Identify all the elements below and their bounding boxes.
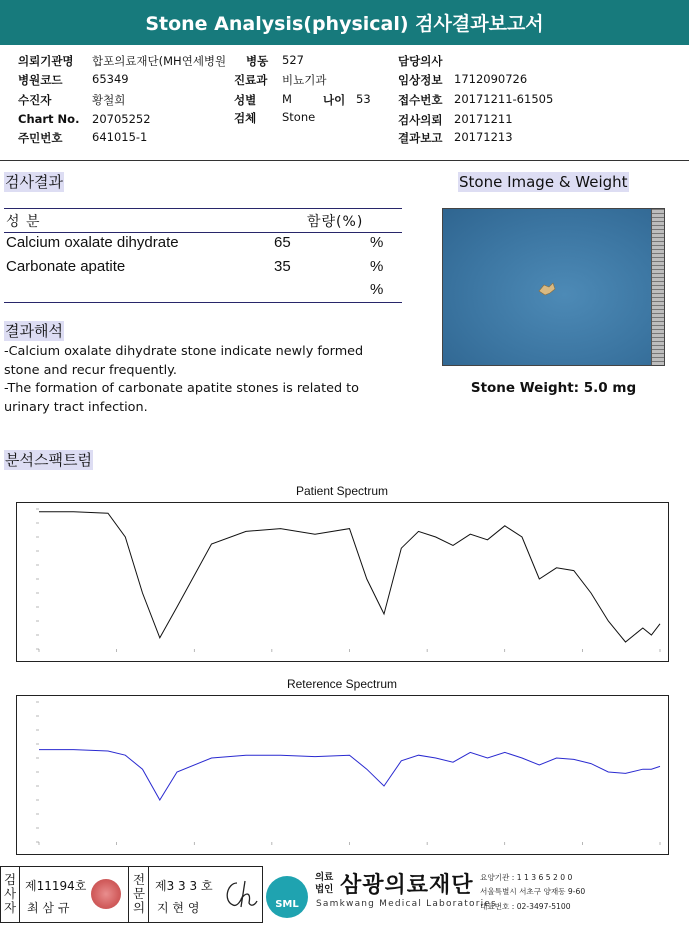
info-label: 진료과 xyxy=(234,73,268,87)
info-label: 병동 xyxy=(246,54,269,68)
interpretation-section-title: 결과해석 xyxy=(5,322,63,340)
reference-spectrum-plot xyxy=(17,696,668,854)
examiner-name: 최 삼 규 xyxy=(27,901,70,915)
reference-spectrum-line xyxy=(39,750,660,800)
column-header-content: 함량(%) xyxy=(307,214,364,230)
info-value: 황철희 xyxy=(92,93,126,107)
stone-weight: Stone Weight: 5.0 mg xyxy=(470,380,637,396)
component-unit: % xyxy=(370,258,384,275)
patient-spectrum-chart xyxy=(16,502,669,662)
info-value: 비뇨기과 xyxy=(282,73,327,87)
table-top-rule xyxy=(4,208,402,209)
info-label: 결과보고 xyxy=(398,131,443,145)
info-value: Stone xyxy=(282,110,316,124)
patient-spectrum-title: Patient Spectrum xyxy=(295,484,389,498)
info-label: 검사의뢰 xyxy=(398,113,443,127)
stone-fragment-image xyxy=(443,209,665,366)
info-value: 20705252 xyxy=(92,112,151,126)
column-header-component: 성 분 xyxy=(6,214,41,230)
table-bottom-rule xyxy=(4,302,402,303)
info-label: 접수번호 xyxy=(398,93,443,107)
component-name: Carbonate apatite xyxy=(6,258,126,275)
signature-icon xyxy=(219,877,259,913)
component-unit: % xyxy=(370,281,384,298)
spectrum-section-title: 분석스팩트럼 xyxy=(5,451,92,469)
reference-spectrum-title: Reterence Spectrum xyxy=(286,677,398,691)
phone: 대표번호 : 02-3497-5100 xyxy=(480,902,571,911)
info-value: 20171211 xyxy=(454,112,513,126)
results-section-title: 검사결과 xyxy=(5,173,63,191)
address: 서울특별시 서초구 양재동 9-60 xyxy=(480,887,586,896)
info-label: 임상정보 xyxy=(398,73,443,87)
age-label: 나이 xyxy=(323,93,346,107)
info-value: 1712090726 xyxy=(454,72,528,86)
specialist-license: 제3 3 3 호 xyxy=(155,879,213,893)
patient-spectrum-plot xyxy=(17,503,668,661)
patient-spectrum-line xyxy=(39,512,660,642)
info-label: 병원코드 xyxy=(18,73,63,87)
brand-name: 삼광의료재단 xyxy=(340,873,474,898)
header-divider xyxy=(0,160,689,161)
info-value: 20171213 xyxy=(454,130,513,144)
table-header-rule xyxy=(4,232,402,233)
component-unit: % xyxy=(370,234,384,251)
info-value: 20171211-61505 xyxy=(454,92,554,106)
brand-small-2: 법인 xyxy=(315,884,334,895)
component-value: 65 xyxy=(274,234,291,251)
brand-small-1: 의료 xyxy=(315,872,334,883)
info-label: 성별 xyxy=(234,93,257,107)
stone-section-title: Stone Image & Weight xyxy=(459,173,628,191)
info-value: 65349 xyxy=(92,72,129,86)
info-value: 641015-1 xyxy=(92,130,148,144)
report-title: Stone Analysis(physical) 검사결과보고서 xyxy=(0,0,689,45)
sml-logo-icon: SML xyxy=(266,876,308,918)
seal-stamp-icon xyxy=(91,879,121,909)
signature-box xyxy=(0,866,263,923)
stone-photo xyxy=(442,208,665,366)
interpretation-line: -The formation of carbonate apatite stones is related to urinary tract infection. xyxy=(4,381,360,415)
component-name: Calcium oxalate dihydrate xyxy=(6,234,179,251)
brand-english: Samkwang Medical Laboratories xyxy=(316,899,497,909)
reference-spectrum-chart xyxy=(16,695,669,855)
component-value: 35 xyxy=(274,258,291,275)
info-label: 담당의사 xyxy=(398,54,443,68)
examiner-label: 검사자 xyxy=(3,872,17,915)
info-value: M xyxy=(282,92,292,106)
info-label: 검체 xyxy=(234,111,257,125)
info-value: 합포의료재단(MH연세병원 xyxy=(92,54,227,68)
info-label: 수진자 xyxy=(18,93,52,107)
info-label: Chart No. xyxy=(18,112,80,126)
info-label: 의뢰기관명 xyxy=(18,54,74,68)
interpretation-line: -Calcium oxalate dihydrate stone indicate newly formed stone and recur frequently. xyxy=(4,344,364,378)
age-value: 53 xyxy=(356,92,371,106)
specialist-label: 전문의 xyxy=(132,872,146,915)
specialist-name: 지 현 영 xyxy=(157,901,200,915)
info-value: 527 xyxy=(282,53,304,67)
institution-code: 요양기관 : 1 1 3 6 5 2 0 0 xyxy=(480,873,573,882)
info-label: 주민번호 xyxy=(18,131,63,145)
examiner-license: 제11194호 xyxy=(25,879,87,893)
